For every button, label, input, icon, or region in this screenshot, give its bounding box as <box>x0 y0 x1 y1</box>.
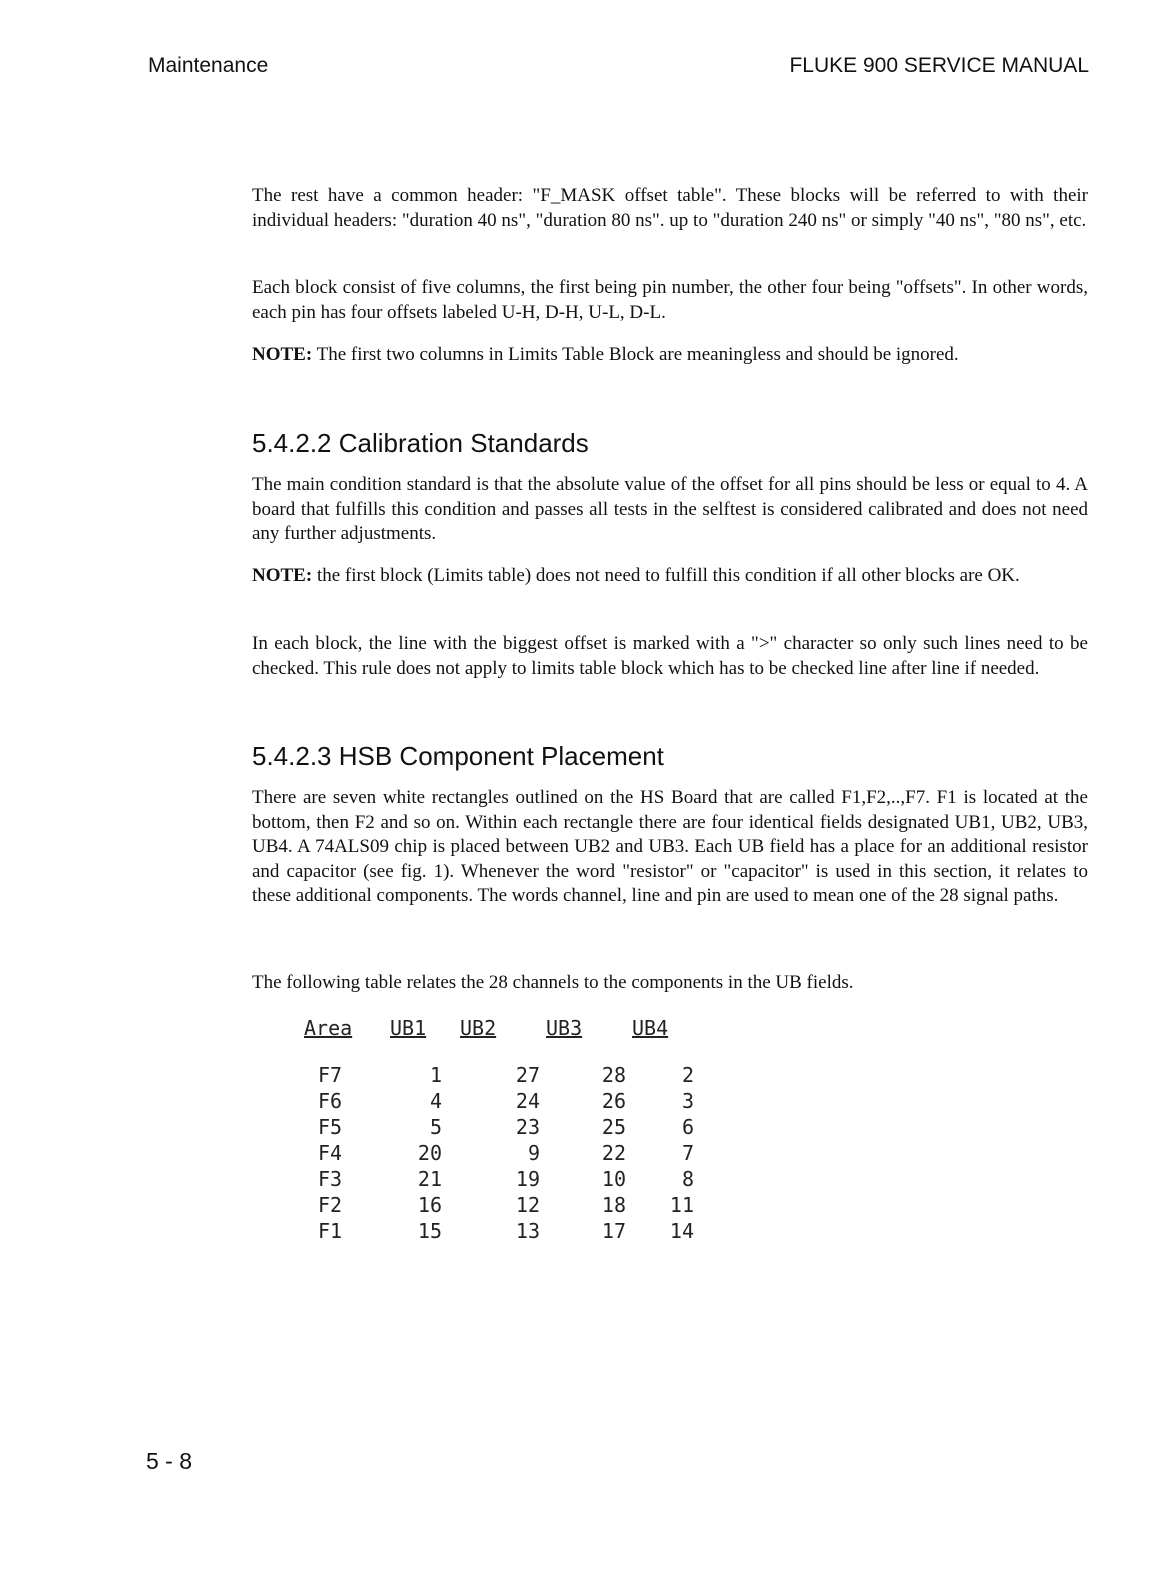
table-cell-ub3: 17 <box>601 1219 626 1243</box>
table-cell-ub1: 16 <box>417 1193 442 1217</box>
table-cell-ub1: 5 <box>429 1115 442 1139</box>
section-heading-hsb-component-placement: 5.4.2.3 HSB Component Placement <box>252 741 664 771</box>
column-header-ub1: UB1 <box>390 1016 427 1040</box>
table-cell-ub2: 23 <box>515 1115 540 1139</box>
table-cell-ub3: 25 <box>601 1115 626 1139</box>
table-cell-ub2: 12 <box>515 1193 540 1217</box>
table-row <box>304 1192 712 1218</box>
note-limits-table <box>252 343 1088 368</box>
channel-component-table <box>304 1016 712 1244</box>
table-cell-ub2: 27 <box>515 1063 540 1087</box>
table-cell-ub1: 1 <box>429 1063 442 1087</box>
table-row <box>304 1166 712 1192</box>
column-header-ub4: UB4 <box>632 1016 669 1040</box>
note-label: NOTE: <box>252 565 313 586</box>
table-cell-ub2: 19 <box>515 1167 540 1191</box>
column-header-area: Area <box>304 1016 353 1040</box>
table-cell-ub3: 18 <box>601 1193 626 1217</box>
paragraph-block-columns: Each block consist of five columns, the first being pin number, the other four being "offsets". In other words, each pin has four offsets labeled U-H, D-H, U-L, D-L. <box>252 277 1088 323</box>
table-cell-area: F1 <box>318 1219 343 1243</box>
table-cell-ub3: 10 <box>601 1167 626 1191</box>
note-text: The first two columns in Limits Table Block are meaningless and should be ignored. <box>312 344 959 365</box>
table-cell-ub4: 3 <box>681 1089 694 1113</box>
table-cell-ub3: 22 <box>601 1141 626 1165</box>
section-heading-calibration-standards: 5.4.2.2 Calibration Standards <box>252 428 589 458</box>
table-row <box>304 1062 712 1088</box>
table-cell-ub4: 6 <box>681 1115 694 1139</box>
table-cell-ub3: 28 <box>601 1063 626 1087</box>
table-cell-ub4: 14 <box>669 1219 694 1243</box>
table-cell-ub3: 26 <box>601 1089 626 1113</box>
paragraph-biggest-offset: In each block, the line with the biggest offset is marked with a ">" character so only such lines need to be checked. This rule does not apply to limits table block which has to be checked line after line if needed. <box>252 633 1088 679</box>
table-cell-ub4: 8 <box>681 1167 694 1191</box>
table-cell-ub4: 2 <box>681 1063 694 1087</box>
table-cell-area: F6 <box>318 1089 343 1113</box>
table-cell-area: F7 <box>318 1063 343 1087</box>
paragraph-white-rectangles: There are seven white rectangles outlined on the HS Board that are called F1,F2,..,F7. F1 is located at the bottom, then F2 and so on. Within each rectangle there are four identical fields designated UB1, UB2, UB3, UB4. A 74ALS09 chip is placed between UB2 and UB3. Each UB field has a place for an additional resistor and capacitor (see fig. 1). Whenever the word "resistor" or "capacitor" is used in this section, it relates to these additional components. The words channel, line and pin are used to mean one of the 28 signal paths. <box>252 787 1088 906</box>
table-cell-ub1: 20 <box>417 1141 442 1165</box>
table-cell-ub1: 21 <box>417 1167 442 1191</box>
paragraph-offset-table-header: The rest have a common header: "F_MASK offset table". These blocks will be referred to with their individual headers: "duration 40 ns", "duration 80 ns". up to "duration 240 ns" or simply "40 ns", "80 ns", etc. <box>252 185 1088 231</box>
note-first-block <box>252 564 1088 589</box>
note-text: the first block (Limits table) does not need to fulfill this condition if all other blocks are OK. <box>312 565 1020 586</box>
note-label: NOTE: <box>252 344 313 365</box>
table-cell-ub2: 24 <box>515 1089 540 1113</box>
table-cell-area: F3 <box>318 1167 343 1191</box>
table-cell-area: F5 <box>318 1115 343 1139</box>
table-cell-area: F2 <box>318 1193 343 1217</box>
page-number: 5 - 8 <box>146 1448 193 1474</box>
table-header-row <box>304 1016 712 1062</box>
table-row <box>304 1140 712 1166</box>
table-cell-ub2: 13 <box>515 1219 540 1243</box>
paragraph-table-intro: The following table relates the 28 channels to the components in the UB fields. <box>252 972 854 993</box>
table-cell-ub2: 9 <box>527 1141 540 1165</box>
table-cell-area: F4 <box>318 1141 343 1165</box>
paragraph-main-condition: The main condition standard is that the absolute value of the offset for all pins should be less or equal to 4. A board that fulfills this condition and passes all tests in the selftest is considered calibrated and does not need any further adjustments. <box>252 474 1088 544</box>
table-cell-ub1: 4 <box>429 1089 442 1113</box>
table-row <box>304 1218 712 1244</box>
running-header-title: FLUKE 900 SERVICE MANUAL <box>789 54 1089 77</box>
running-header-section: Maintenance <box>148 54 269 77</box>
table-cell-ub1: 15 <box>417 1219 442 1243</box>
table-cell-ub4: 7 <box>681 1141 694 1165</box>
column-header-ub3: UB3 <box>546 1016 583 1040</box>
column-header-ub2: UB2 <box>460 1016 497 1040</box>
table-row <box>304 1088 712 1114</box>
table-row <box>304 1114 712 1140</box>
table-cell-ub4: 11 <box>669 1193 694 1217</box>
